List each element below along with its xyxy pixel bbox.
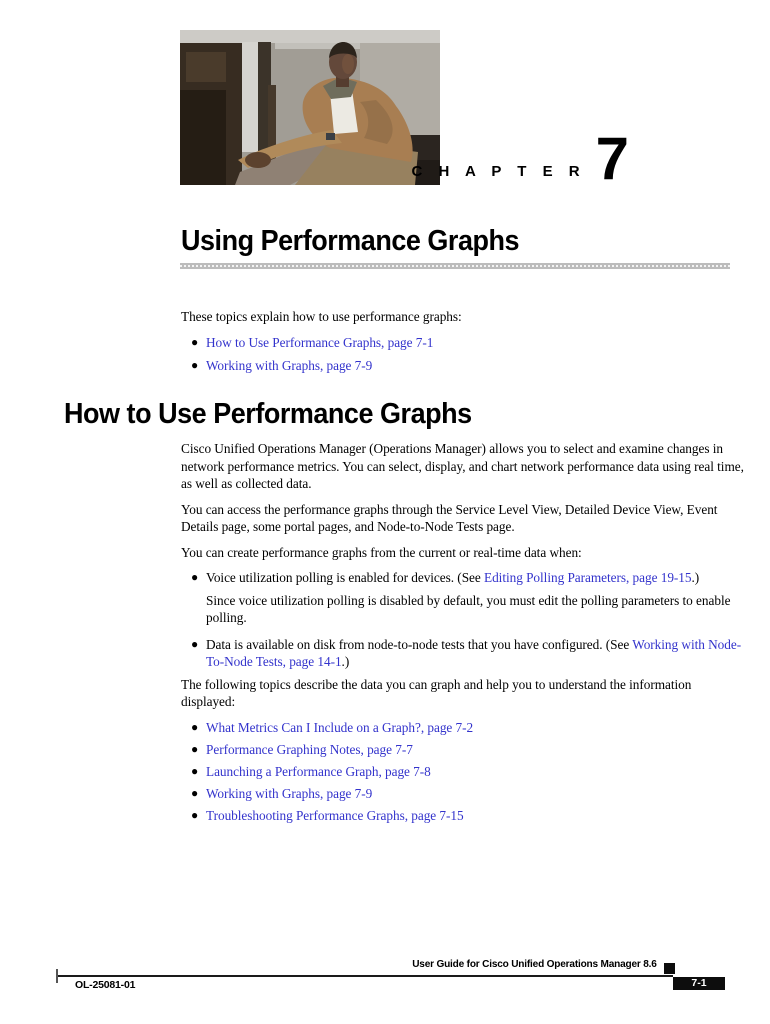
footer-page-number: 7-1 bbox=[673, 977, 725, 990]
paragraph: The following topics describe the data you can graph and help you to understand the information displayed: bbox=[181, 676, 692, 709]
topic-item bbox=[181, 763, 747, 781]
section-body bbox=[181, 440, 747, 829]
bullet-icon: ● bbox=[191, 763, 199, 778]
bullet-icon: ● bbox=[191, 807, 199, 822]
condition-text: Voice utilization polling is enabled for devices. (See bbox=[206, 570, 485, 585]
bullet-icon: ● bbox=[191, 785, 199, 800]
paragraph: You can create performance graphs from the current or real-time data when: bbox=[181, 544, 582, 560]
footer-book-title: User Guide for Cisco Unified Operations Manager 8.6 bbox=[412, 958, 657, 970]
paragraph: You can access the performance graphs through the Service Level View, Detailed Device View, Event Details page, some portal pages, and Node-to-Node Tests page. bbox=[181, 501, 718, 534]
intro-text: These topics explain how to use performance graphs: bbox=[181, 309, 462, 324]
topics-list bbox=[181, 719, 747, 825]
intro-block bbox=[181, 308, 747, 380]
seated-man-photo-illustration bbox=[180, 30, 440, 185]
topic-link-graphing-notes[interactable]: Performance Graphing Notes, page 7-7 bbox=[206, 741, 413, 757]
paragraph: Cisco Unified Operations Manager (Operations Manager) allows you to select and examine changes in network performance metrics. You can select, display, and chart network performance data using real time, as well as collected data. bbox=[181, 441, 744, 491]
topic-link-working-with-graphs[interactable]: Working with Graphs, page 7-9 bbox=[206, 785, 373, 801]
topic-link-launching-graph[interactable]: Launching a Performance Graph, page 7-8 bbox=[206, 763, 431, 779]
bullet-icon: ● bbox=[191, 570, 199, 584]
toc-list bbox=[181, 334, 747, 375]
topic-link-what-metrics[interactable]: What Metrics Can I Include on a Graph?, page 7-2 bbox=[206, 719, 474, 735]
bullet-icon: ● bbox=[191, 741, 199, 756]
footer-crop-mark bbox=[56, 969, 58, 983]
toc-item bbox=[181, 334, 747, 352]
chapter-label: C H A P T E R bbox=[411, 162, 586, 180]
chapter-number: 7 bbox=[595, 125, 628, 192]
page-title: Using Performance Graphs bbox=[181, 225, 520, 257]
bullet-icon: ● bbox=[191, 719, 199, 734]
conditions-list bbox=[181, 569, 747, 671]
condition-text: Data is available on disk from node-to-node tests that you have configured. (See bbox=[206, 636, 633, 652]
condition-text-end: .) bbox=[691, 570, 700, 585]
list-item bbox=[181, 636, 747, 671]
link-working-with-node-to-node-tests[interactable]: Working with Node-To-Node Tests, page 14-1 bbox=[206, 636, 742, 669]
list-item bbox=[181, 569, 747, 627]
topic-link-troubleshooting[interactable]: Troubleshooting Performance Graphs, page 7-15 bbox=[206, 807, 464, 823]
toc-link-working-with-graphs[interactable]: Working with Graphs, page 7-9 bbox=[206, 357, 373, 373]
topic-item bbox=[181, 741, 747, 759]
link-editing-polling-parameters[interactable]: Editing Polling Parameters, page 19-15 bbox=[484, 570, 692, 585]
bullet-icon: ● bbox=[191, 357, 199, 372]
toc-link-how-to-use[interactable]: How to Use Performance Graphs, page 7-1 bbox=[206, 334, 434, 350]
bullet-icon: ● bbox=[191, 636, 199, 651]
condition-text-end: .) bbox=[341, 654, 350, 669]
chapter-photo bbox=[180, 30, 440, 185]
footer-square-icon bbox=[664, 963, 675, 974]
footer-doc-number: OL-25081-01 bbox=[75, 979, 136, 991]
topic-item bbox=[181, 785, 747, 803]
bullet-icon: ● bbox=[191, 334, 199, 349]
topic-item bbox=[181, 719, 747, 737]
section-heading: How to Use Performance Graphs bbox=[64, 398, 472, 430]
footer-divider bbox=[56, 975, 673, 977]
chapter-indicator bbox=[411, 125, 629, 192]
title-divider bbox=[180, 263, 730, 269]
condition-note: Since voice utilization polling is disabled by default, you must edit the polling parameters to enable polling. bbox=[206, 592, 731, 625]
topic-item bbox=[181, 807, 747, 825]
toc-item bbox=[181, 357, 747, 375]
